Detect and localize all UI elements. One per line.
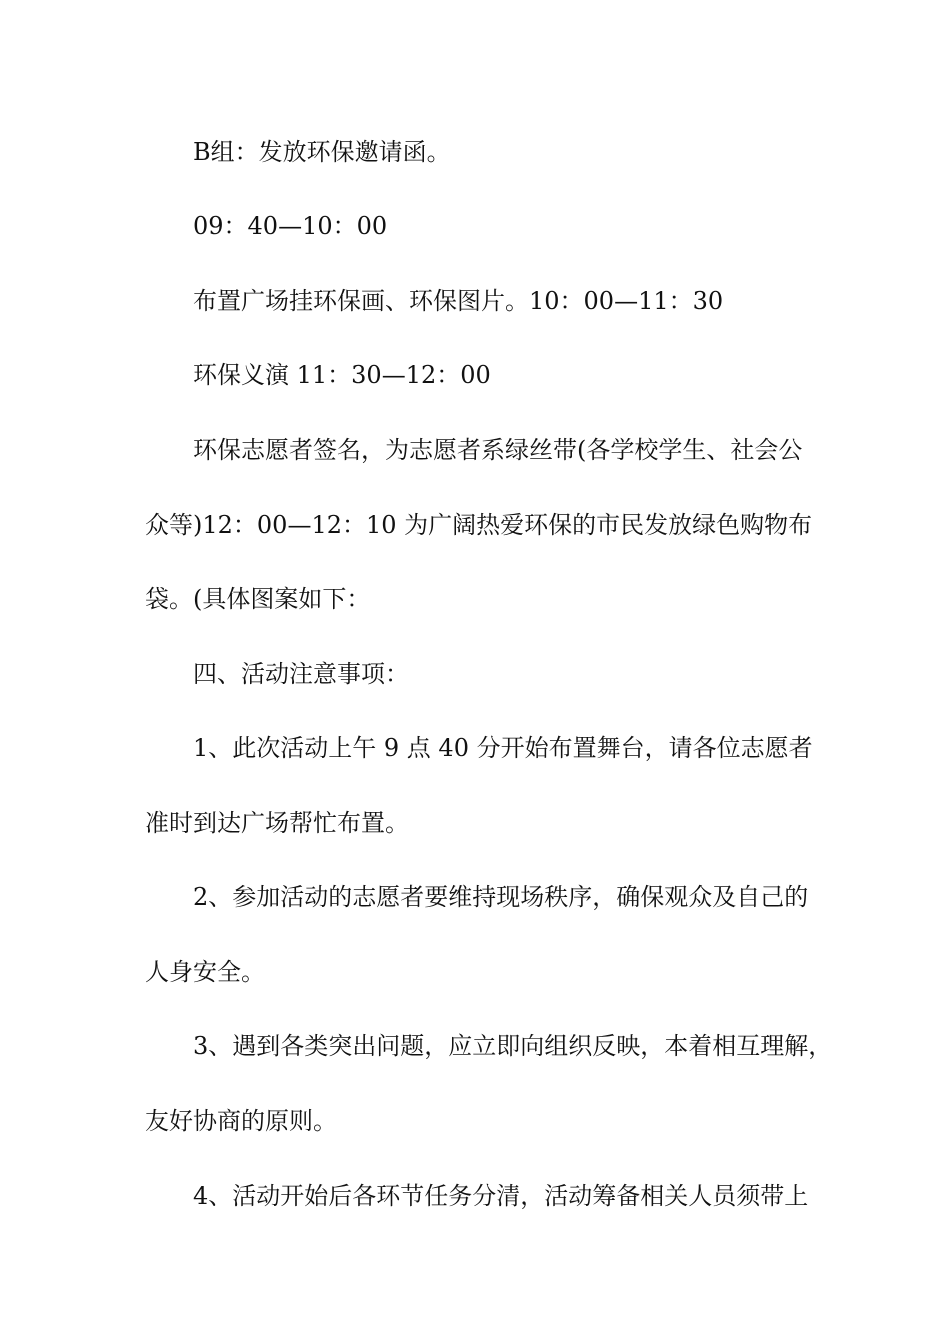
paragraph-group-b [193, 115, 825, 190]
text-line: 环保志愿者签名，为志愿者系绿丝带(各学校学生、社会公 [193, 436, 803, 464]
paragraph-time-0940 [193, 189, 825, 264]
text-line: 友好协商的原则。 [145, 1106, 337, 1135]
text-line: 09：40—10：00 [193, 212, 388, 240]
note-item-4 [193, 1159, 825, 1234]
paragraph-setup-plaza [193, 264, 825, 339]
text-line: 2、参加活动的志愿者要维持现场秩序，确保观众及自己的 [193, 883, 809, 911]
note-item-1 [145, 711, 825, 860]
text-line: 准时到达广场帮忙布置。 [145, 808, 409, 837]
text-line: 1、此次活动上午 9 点 40 分开始布置舞台，请各位志愿者 [193, 734, 813, 762]
text-line: 众等)12：00—12：10 为广阔热爱环保的市民发放绿色购物布 [145, 510, 813, 539]
section-heading-notes [193, 637, 825, 712]
text-line: 4、活动开始后各环节任务分清，活动筹备相关人员须带上 [193, 1182, 809, 1210]
text-line: 布置广场挂环保画、环保图片。10：00—11：30 [193, 287, 724, 315]
text-line: B组：发放环保邀请函。 [193, 138, 451, 166]
text-line: 3、遇到各类突出问题，应立即向组织反映，本着相互理解， [193, 1032, 833, 1060]
text-line: 袋。(具体图案如下： [145, 585, 371, 613]
note-item-2 [145, 860, 825, 1009]
note-item-3 [145, 1009, 833, 1158]
paragraph-performance [193, 338, 825, 413]
text-line: 环保义演 11：30—12：00 [193, 361, 491, 389]
paragraph-volunteer-signing [145, 413, 825, 637]
text-line: 人身安全。 [145, 957, 265, 986]
text-line: 四、活动注意事项： [193, 660, 409, 688]
